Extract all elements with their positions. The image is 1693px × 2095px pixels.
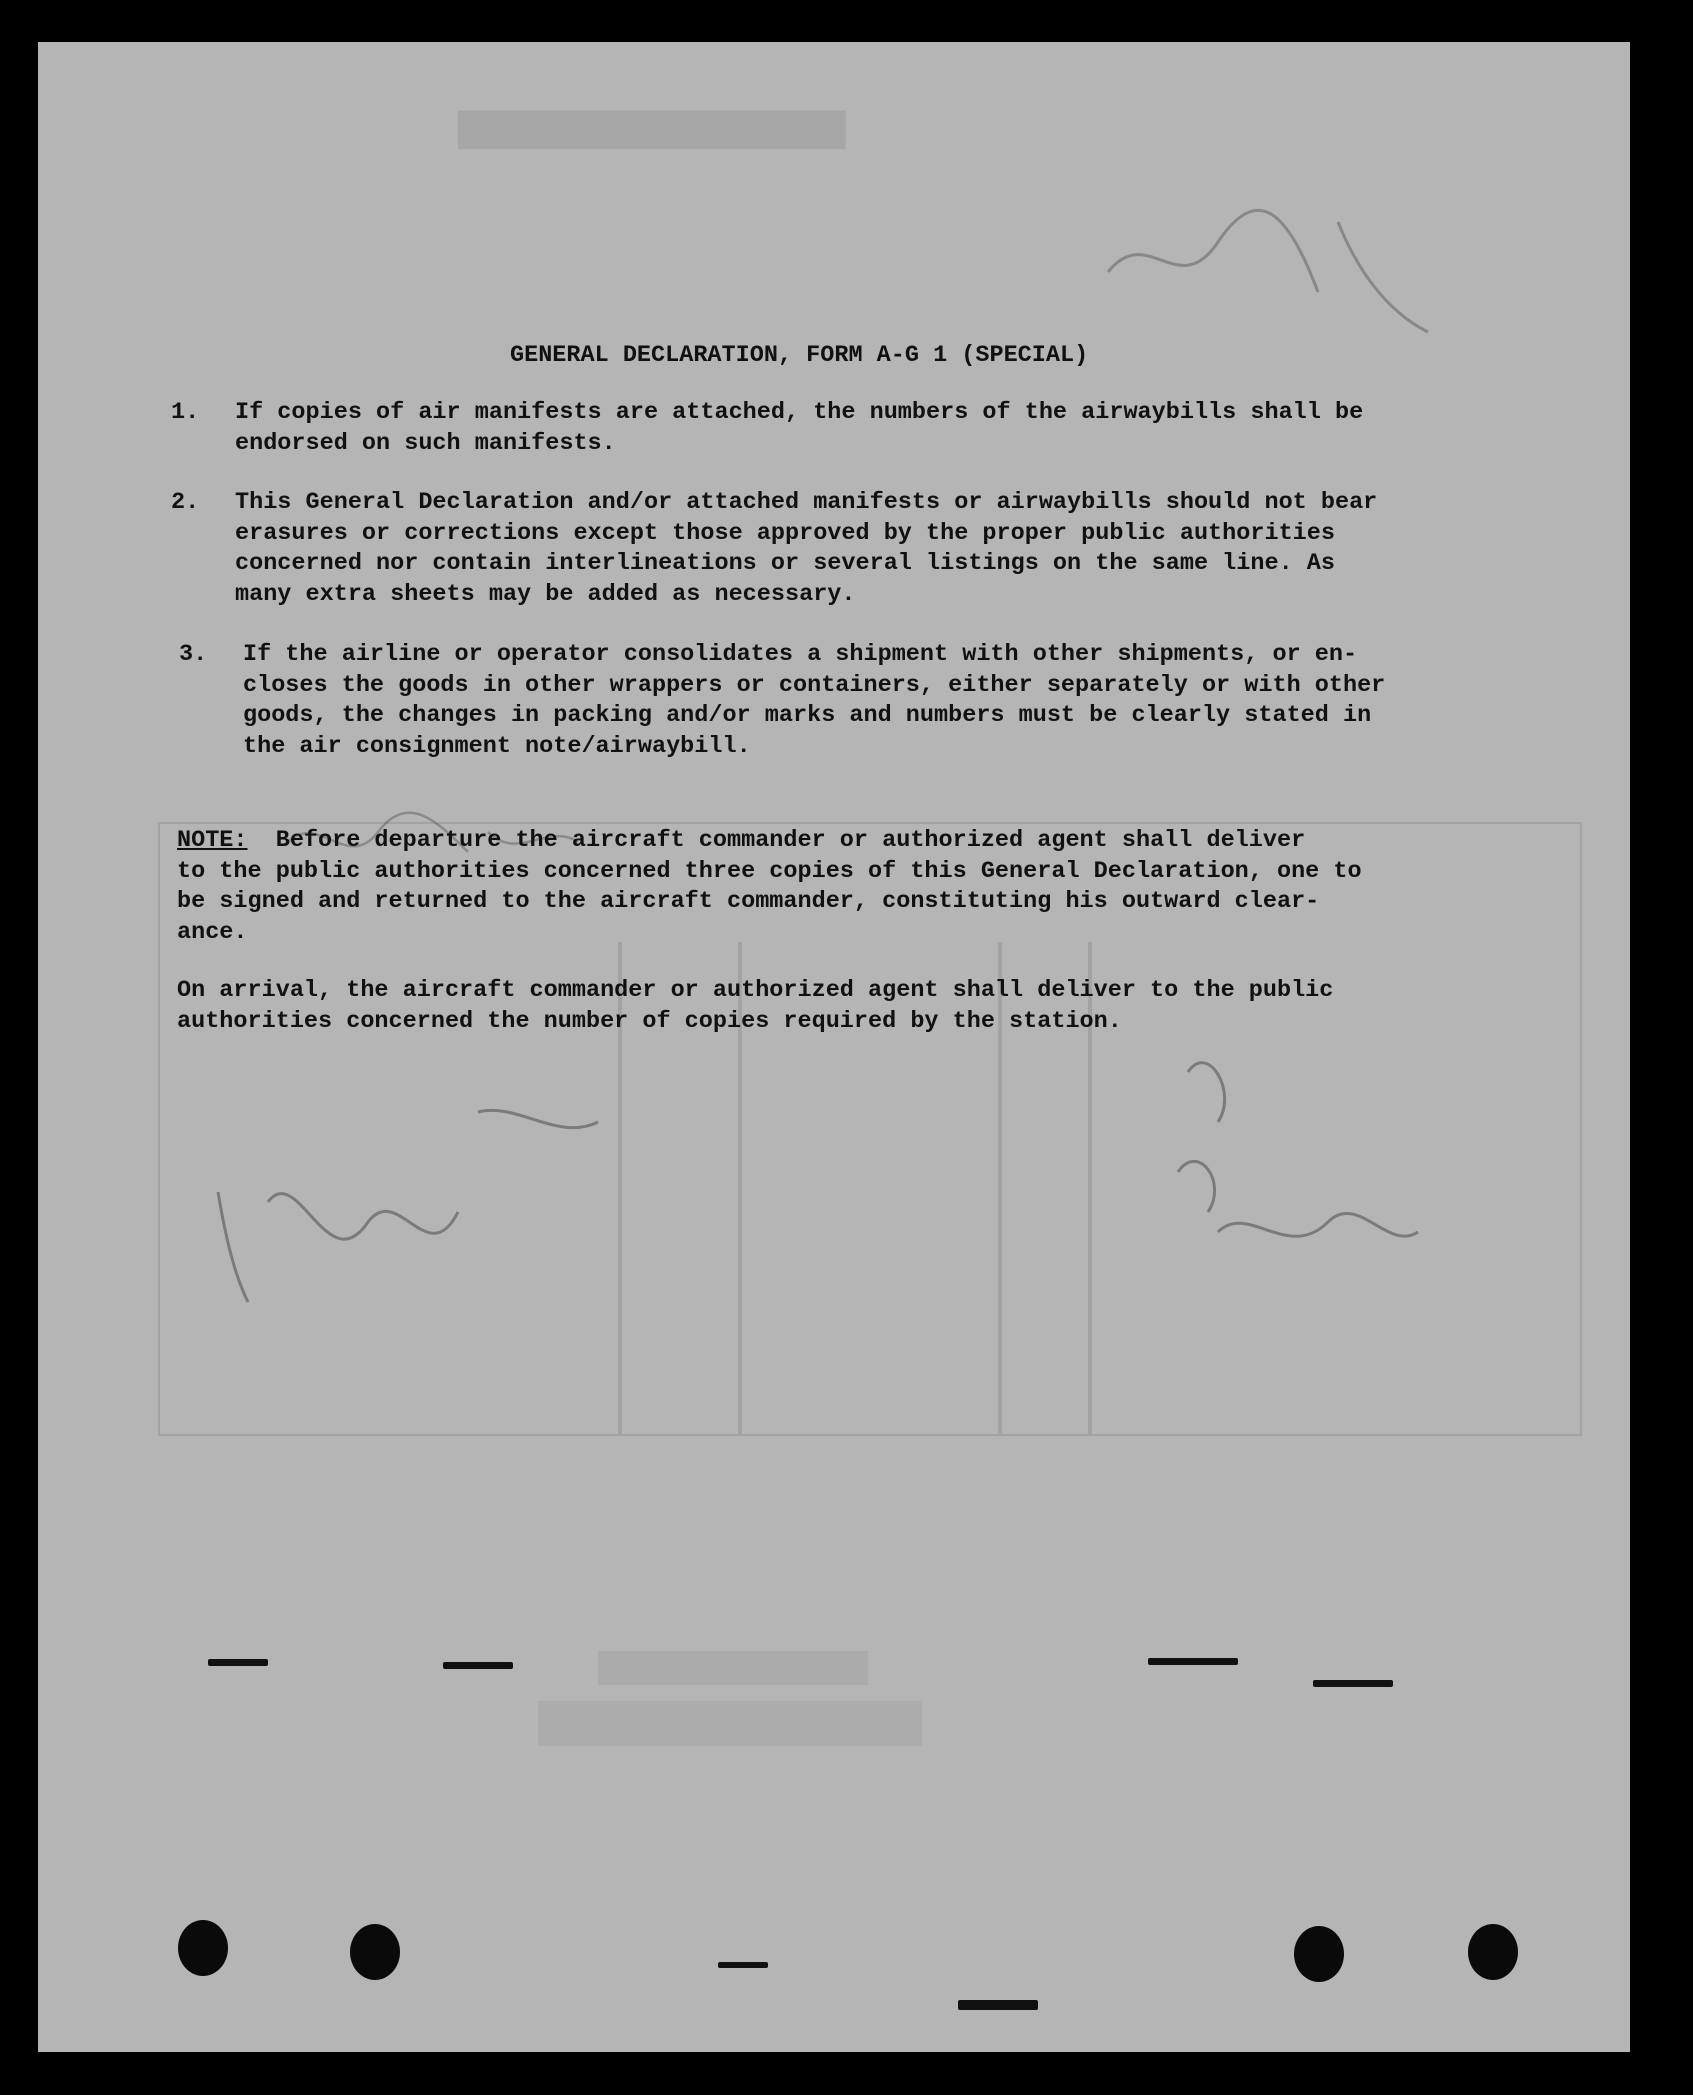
text-line: This General Declaration and/or attached manifests or airwaybills should not bear	[235, 489, 1378, 516]
pencil-scribble-left	[198, 1082, 618, 1312]
bleed-through-heading: ███████████████████	[458, 112, 846, 150]
note-label: NOTE:	[177, 827, 248, 854]
scanned-page	[38, 42, 1630, 2052]
instruction-item-2	[235, 488, 1377, 610]
note-first-line	[177, 826, 1362, 857]
arrival-paragraph	[177, 976, 1333, 1037]
punch-hole	[1468, 1924, 1518, 1980]
form-title: GENERAL DECLARATION, FORM A-G 1 (SPECIAL)	[510, 342, 1089, 369]
text-line: goods, the changes in packing and/or marks and numbers must be clearly stated in	[243, 702, 1372, 729]
text-line: erasures or corrections except those approved by the proper public authorities	[235, 519, 1335, 547]
text-line: ance.	[177, 918, 248, 946]
text-line: endorsed on such manifests.	[235, 429, 616, 457]
ink-speck	[1148, 1658, 1238, 1665]
text-line: concerned nor contain interlineations or several listings on the same line. As	[235, 550, 1335, 577]
pencil-scribble-right	[1148, 1032, 1508, 1272]
ink-speck	[718, 1962, 768, 1968]
text-line: many extra sheets may be added as necessary.	[235, 580, 856, 608]
text-line: authorities concerned the number of copies required by the station.	[177, 1007, 1122, 1035]
item-number: 2.	[171, 489, 200, 516]
punch-hole	[350, 1924, 400, 1980]
note-paragraph	[177, 826, 1362, 948]
text-line: If the airline or operator consolidates a shipment with other shipments, or en-	[243, 641, 1358, 668]
text-line: the air consignment note/airwaybill.	[243, 732, 751, 760]
text-line: closes the goods in other wrappers or containers, either separately or with other	[243, 671, 1386, 699]
ink-speck	[1313, 1680, 1393, 1687]
text-line: If copies of air manifests are attached, the numbers of the airwaybills shall be	[235, 399, 1364, 426]
instruction-item-3	[243, 640, 1385, 762]
text-line: to the public authorities concerned three copies of this General Declaration, one to	[177, 857, 1362, 885]
bleed-through-heading: ████████████████	[538, 1702, 923, 1747]
bleed-through-heading: ███████████████	[598, 1652, 869, 1686]
item-number: 3.	[179, 641, 208, 668]
instruction-item-1	[235, 398, 1363, 459]
text-line: be signed and returned to the aircraft commander, constituting his outward clear-	[177, 888, 1320, 915]
ink-speck	[208, 1659, 268, 1666]
punch-hole	[178, 1920, 228, 1976]
pencil-scribble-top	[1088, 182, 1448, 342]
ink-speck	[958, 2000, 1038, 2010]
text-line: Before departure the aircraft commander or authorized agent shall deliver	[247, 827, 1306, 854]
text-line: On arrival, the aircraft commander or authorized agent shall deliver to the public	[177, 977, 1334, 1004]
ink-speck	[443, 1662, 513, 1669]
item-number: 1.	[171, 399, 200, 426]
punch-hole	[1294, 1926, 1344, 1982]
